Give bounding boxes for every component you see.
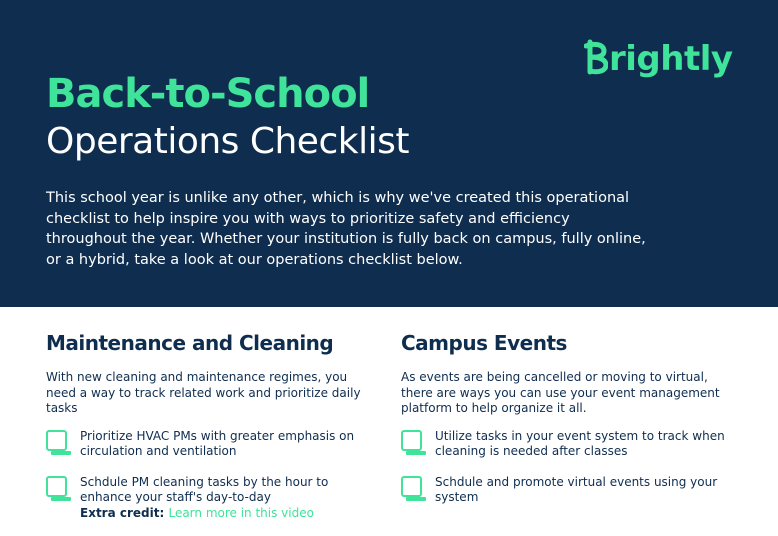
checklist-item-text: Prioritize HVAC PMs with greater emphasis on circulation and ventilation (80, 428, 355, 458)
checkbox-icon[interactable] (46, 476, 67, 497)
page-title: Back-to-School (46, 71, 370, 117)
events-section (401, 330, 741, 521)
checklist-item-text: Schdule and promote virtual events using your system (435, 474, 718, 504)
checklist-item-text: Utilize tasks in your event system to track when cleaning is needed after classes (435, 428, 725, 458)
extra-credit-link[interactable]: Learn more in this video (168, 505, 314, 520)
checklist-item (401, 429, 741, 460)
brand-wordmark: rightly (609, 39, 733, 79)
events-heading: Campus Events (401, 331, 567, 355)
checklist-item (46, 429, 376, 460)
brightly-b-mark-icon (584, 39, 608, 79)
maintenance-lead: With new cleaning and maintenance regimes, you need a way to track related work and prioritize daily tasks (46, 370, 361, 415)
checklist-item (401, 475, 741, 506)
page-subtitle: Operations Checklist (46, 121, 409, 162)
checkbox-icon[interactable] (401, 476, 422, 497)
maintenance-section (46, 330, 376, 536)
extra-credit (80, 506, 376, 522)
intro-paragraph: This school year is unlike any other, which is why we've created this operational checklist to help inspire you with ways to prioritize safety and efficiency throughout the year. Whether your institution is fully back on campus, fully online, or a hybrid, take a look at our operations checklist below. (46, 190, 646, 268)
checklist-item (46, 475, 376, 522)
checkbox-icon[interactable] (401, 430, 422, 451)
checklist-item-text: Schdule PM cleaning tasks by the hour to enhance your staff's day-to-day (80, 474, 329, 504)
extra-credit-label: Extra credit: (80, 505, 165, 520)
brightly-logo (584, 39, 733, 79)
events-lead: As events are being cancelled or moving to virtual, there are ways you can use your event management platform to help organize it all. (401, 370, 720, 415)
maintenance-heading: Maintenance and Cleaning (46, 331, 334, 355)
checkbox-icon[interactable] (46, 430, 67, 451)
